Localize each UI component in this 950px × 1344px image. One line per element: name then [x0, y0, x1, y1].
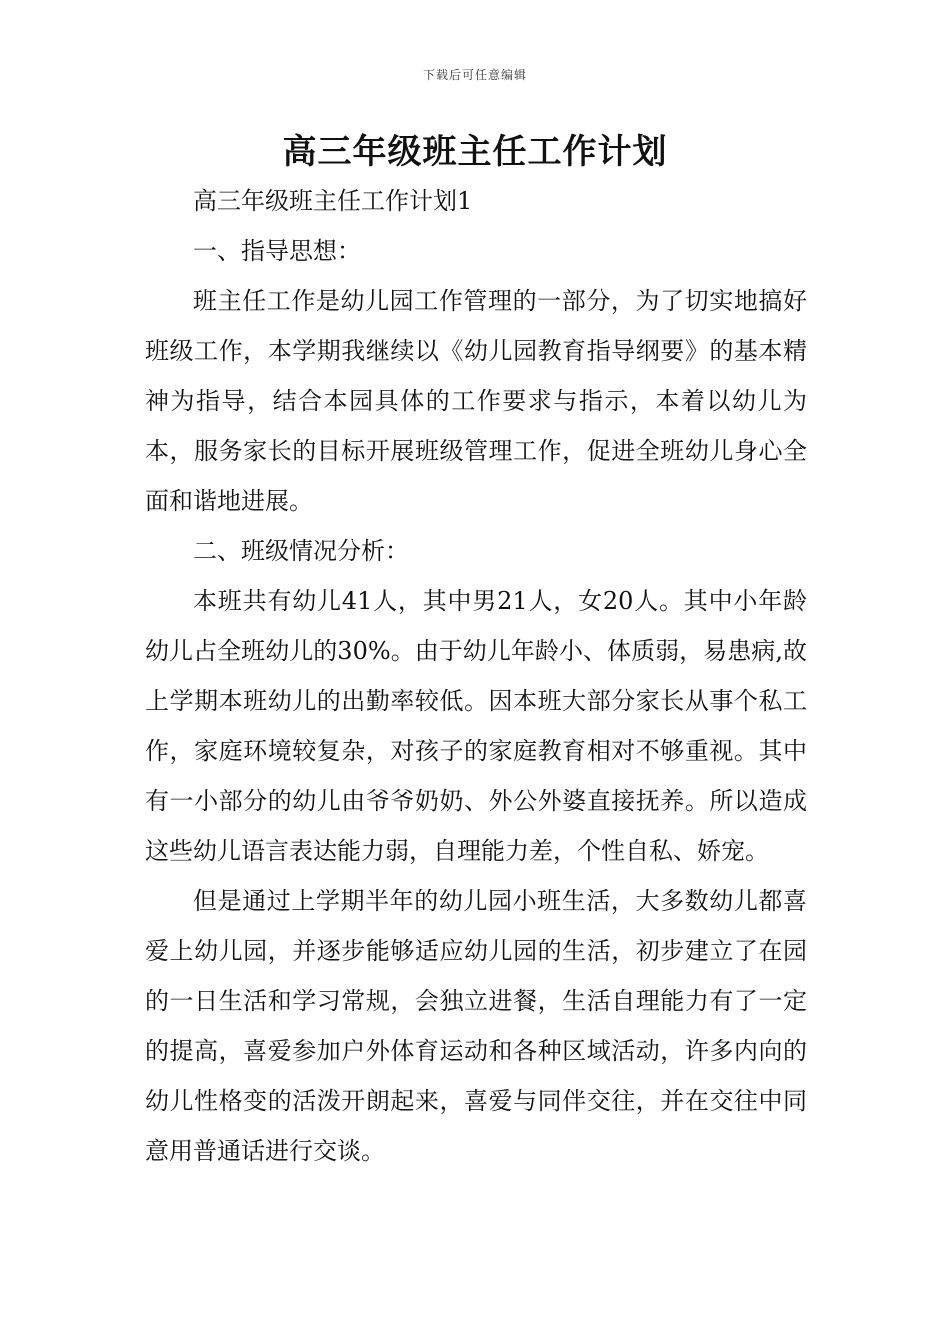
paragraph-progress: 但是通过上学期半年的幼儿园小班生活，大多数幼儿都喜爱上幼儿园，并逐步能够适应幼儿园的生活，初步建立了在园的一日生活和学习常规，会独立进餐，生活自理能力有了一定的提高，喜爱参加户外体育运动和各种区域活动，许多内向的幼儿性格变的活泼开朗起来，喜爱与同伴交往，并在交往中同意用普通话进行交谈。 — [145, 887, 807, 1165]
header-note: 下载后可任意编辑 — [422, 68, 527, 82]
subtitle-paragraph: 高三年级班主任工作计划1 — [193, 187, 473, 215]
document-title: 高三年级班主任工作计划 — [282, 132, 668, 172]
document-body — [145, 176, 807, 1176]
section-heading-guiding-thought: 一、指导思想： — [193, 237, 361, 265]
paragraph-guiding-thought: 班主任工作是幼儿园工作管理的一部分，为了切实地搞好班级工作，本学期我继续以《幼儿园教育指导纲要》的基本精神为指导，结合本园具体的工作要求与指示，本着以幼儿为本，服务家长的目标开展班级管理工作，促进全班幼儿身心全面和谐地进展。 — [145, 287, 807, 515]
section-heading-class-analysis: 二、班级情况分析： — [193, 537, 409, 565]
paragraph-class-analysis: 本班共有幼儿41人，其中男21人，女20人。其中小年龄幼儿占全班幼儿的30%。由于幼儿年龄小、体质弱，易患病,故上学期本班幼儿的出勤率较低。因本班大部分家长从事个私工作，家庭环境较复杂，对孩子的家庭教育相对不够重视。其中有一小部分的幼儿由爷爷奶奶、外公外婆直接抚养。所以造成这些幼儿语言表达能力弱，自理能力差，个性自私、娇宠。 — [145, 587, 807, 865]
